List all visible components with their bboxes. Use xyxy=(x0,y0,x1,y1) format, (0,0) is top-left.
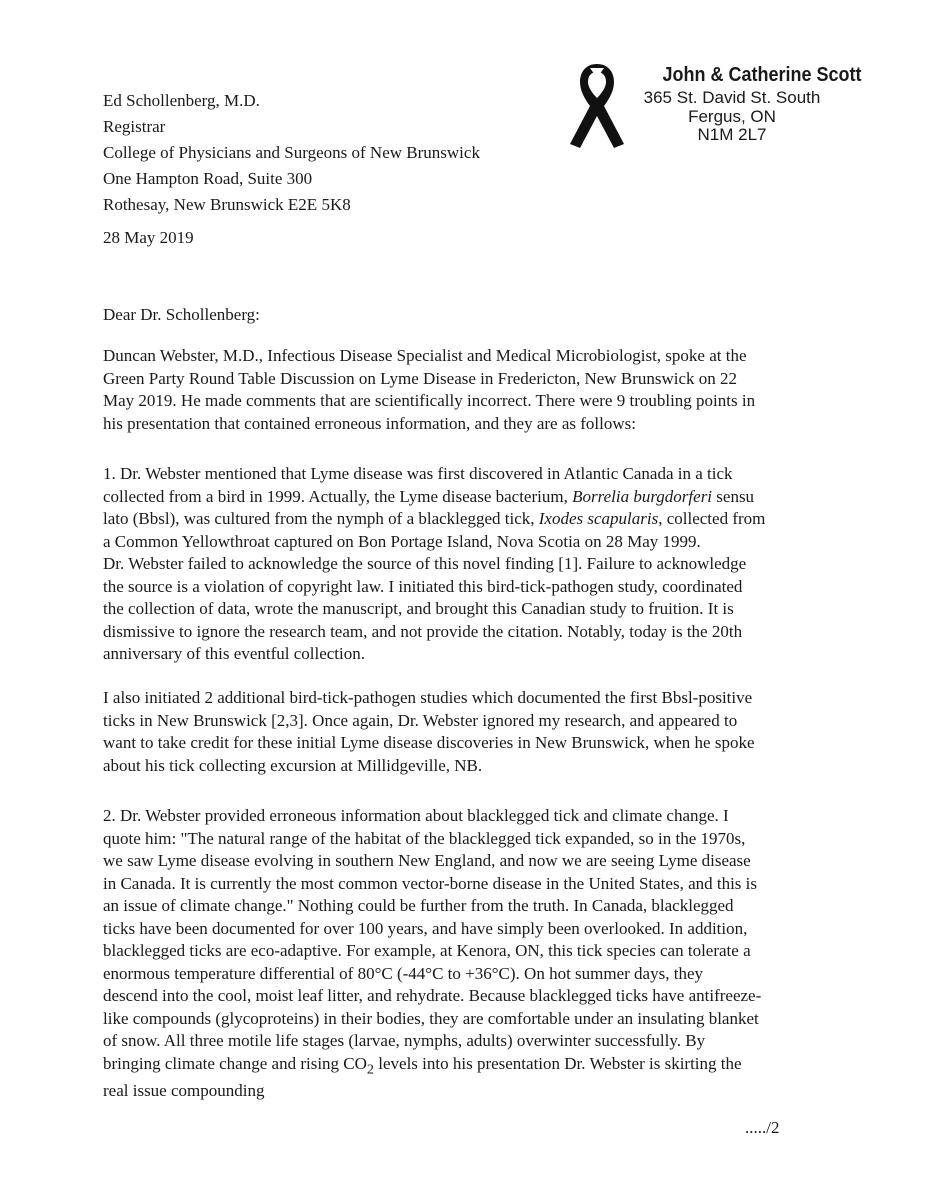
recipient-title: Registrar xyxy=(103,117,166,136)
text-line: quote him: "The natural range of the habitat of the blacklegged tick expanded, so in the 1970s, xyxy=(103,828,746,848)
text-line: anniversary of this eventful collection. xyxy=(103,644,365,663)
text-line: descend into the cool, moist leaf litter, and rehydrate. Because blacklegged ticks have antifreeze- xyxy=(103,986,762,1005)
awareness-ribbon-icon xyxy=(566,60,628,152)
recipient-city: Rothesay, New Brunswick E2E 5K8 xyxy=(103,195,351,214)
paragraph-point-1 xyxy=(103,463,823,666)
text-line: enormous temperature differential of 80°C (-44°C to +36°C). On hot summer days, they xyxy=(103,963,703,983)
text-line: 2. Dr. Webster provided erroneous information about blacklegged tick and climate change. I xyxy=(103,806,729,825)
text-line xyxy=(103,486,823,509)
text-line: I also initiated 2 additional bird-tick-pathogen studies which documented the first Bbsl-positive xyxy=(103,688,753,707)
text-line: dismissive to ignore the research team, and not provide the citation. Notably, today is the 20th xyxy=(103,621,743,641)
salutation: Dear Dr. Schollenberg: xyxy=(103,305,260,324)
text-line: Green Party Round Table Discussion on Lyme Disease in Fredericton, New Brunswick on 22 xyxy=(103,368,737,388)
subscript-2: 2 xyxy=(366,1060,374,1077)
text-line: a Common Yellowthroat captured on Bon Portage Island, Nova Scotia on 28 May 1999. xyxy=(103,531,701,551)
letterhead-city: Fergus, ON xyxy=(688,107,776,126)
text-line: ticks in New Brunswick [2,3]. Once again, Dr. Webster ignored my research, and appeared to xyxy=(103,710,738,730)
text-line: blacklegged ticks are eco-adaptive. For example, at Kenora, ON, this tick species can tolerate a xyxy=(103,941,751,960)
text-line: we saw Lyme disease evolving in southern New England, and now we are seeing Lyme disease xyxy=(103,851,751,870)
text-line: Duncan Webster, M.D., Infectious Disease Specialist and Medical Microbiologist, spoke at the xyxy=(103,346,747,365)
text-line xyxy=(103,508,823,531)
text-segment: collected from a bird in 1999. Actually, the Lyme disease bacterium, xyxy=(103,486,573,506)
recipient-street: One Hampton Road, Suite 300 xyxy=(103,169,313,188)
text-segment: bringing climate change and rising CO xyxy=(103,1053,367,1073)
species-name-italic: Borrelia burgdorferi xyxy=(572,486,713,506)
recipient-name: Ed Schollenberg, M.D. xyxy=(103,91,260,110)
text-line: an issue of climate change." Nothing could be further from the truth. In Canada, blacklegged xyxy=(103,896,734,915)
text-line: in Canada. It is currently the most common vector-borne disease in the United States, and this is xyxy=(103,873,758,893)
text-line: real issue compounding xyxy=(103,1081,265,1101)
letterhead-street: 365 St. David St. South xyxy=(643,88,821,107)
text-line: May 2019. He made comments that are scientifically incorrect. There were 9 troubling points in xyxy=(103,391,756,410)
letter-date: 28 May 2019 xyxy=(103,228,194,247)
text-line: Dr. Webster failed to acknowledge the source of this novel finding [1]. Failure to acknowledge xyxy=(103,554,747,573)
text-line: ticks have been documented for over 100 years, and have simply been overlooked. In addition, xyxy=(103,918,748,938)
text-line: like compounds (glycoproteins) in their bodies, they are comfortable under an insulating blanket xyxy=(103,1008,759,1028)
text-line xyxy=(103,1053,823,1081)
paragraph-intro xyxy=(103,345,823,435)
paragraph-point-2 xyxy=(103,805,823,1103)
recipient-organization: College of Physicians and Surgeons of New Brunswick xyxy=(103,143,480,162)
recipient-address xyxy=(103,88,480,218)
text-line: his presentation that contained erroneous information, and they are as follows: xyxy=(103,413,636,433)
letterhead-name: John & Catherine Scott xyxy=(662,64,862,86)
text-segment: , collected from xyxy=(658,509,766,528)
paragraph-additional-studies xyxy=(103,687,823,777)
text-line: the collection of data, wrote the manuscript, and brought this Canadian study to fruition. It is xyxy=(103,599,734,618)
text-line: 1. Dr. Webster mentioned that Lyme disease was first discovered in Atlantic Canada in a tick xyxy=(103,464,733,483)
text-segment: lato (Bbsl), was cultured from the nymph of a blacklegged tick, xyxy=(103,509,539,528)
text-line: of snow. All three motile life stages (larvae, nymphs, adults) overwinter successfully. By xyxy=(103,1031,706,1050)
letterhead-postal: N1M 2L7 xyxy=(697,125,767,144)
page-continuation-marker: ...../2 xyxy=(745,1118,780,1137)
text-line: want to take credit for these initial Lyme disease discoveries in New Brunswick, when he spoke xyxy=(103,733,755,752)
text-segment: sensu xyxy=(712,486,755,506)
letterhead xyxy=(566,60,886,160)
text-line: about his tick collecting excursion at Millidgeville, NB. xyxy=(103,755,483,775)
text-line: the source is a violation of copyright law. I initiated this bird-tick-pathogen study, coordinated xyxy=(103,576,743,596)
text-segment: levels into his presentation Dr. Webster is skirting the xyxy=(374,1053,742,1073)
species-name-italic: Ixodes scapularis xyxy=(538,509,659,528)
